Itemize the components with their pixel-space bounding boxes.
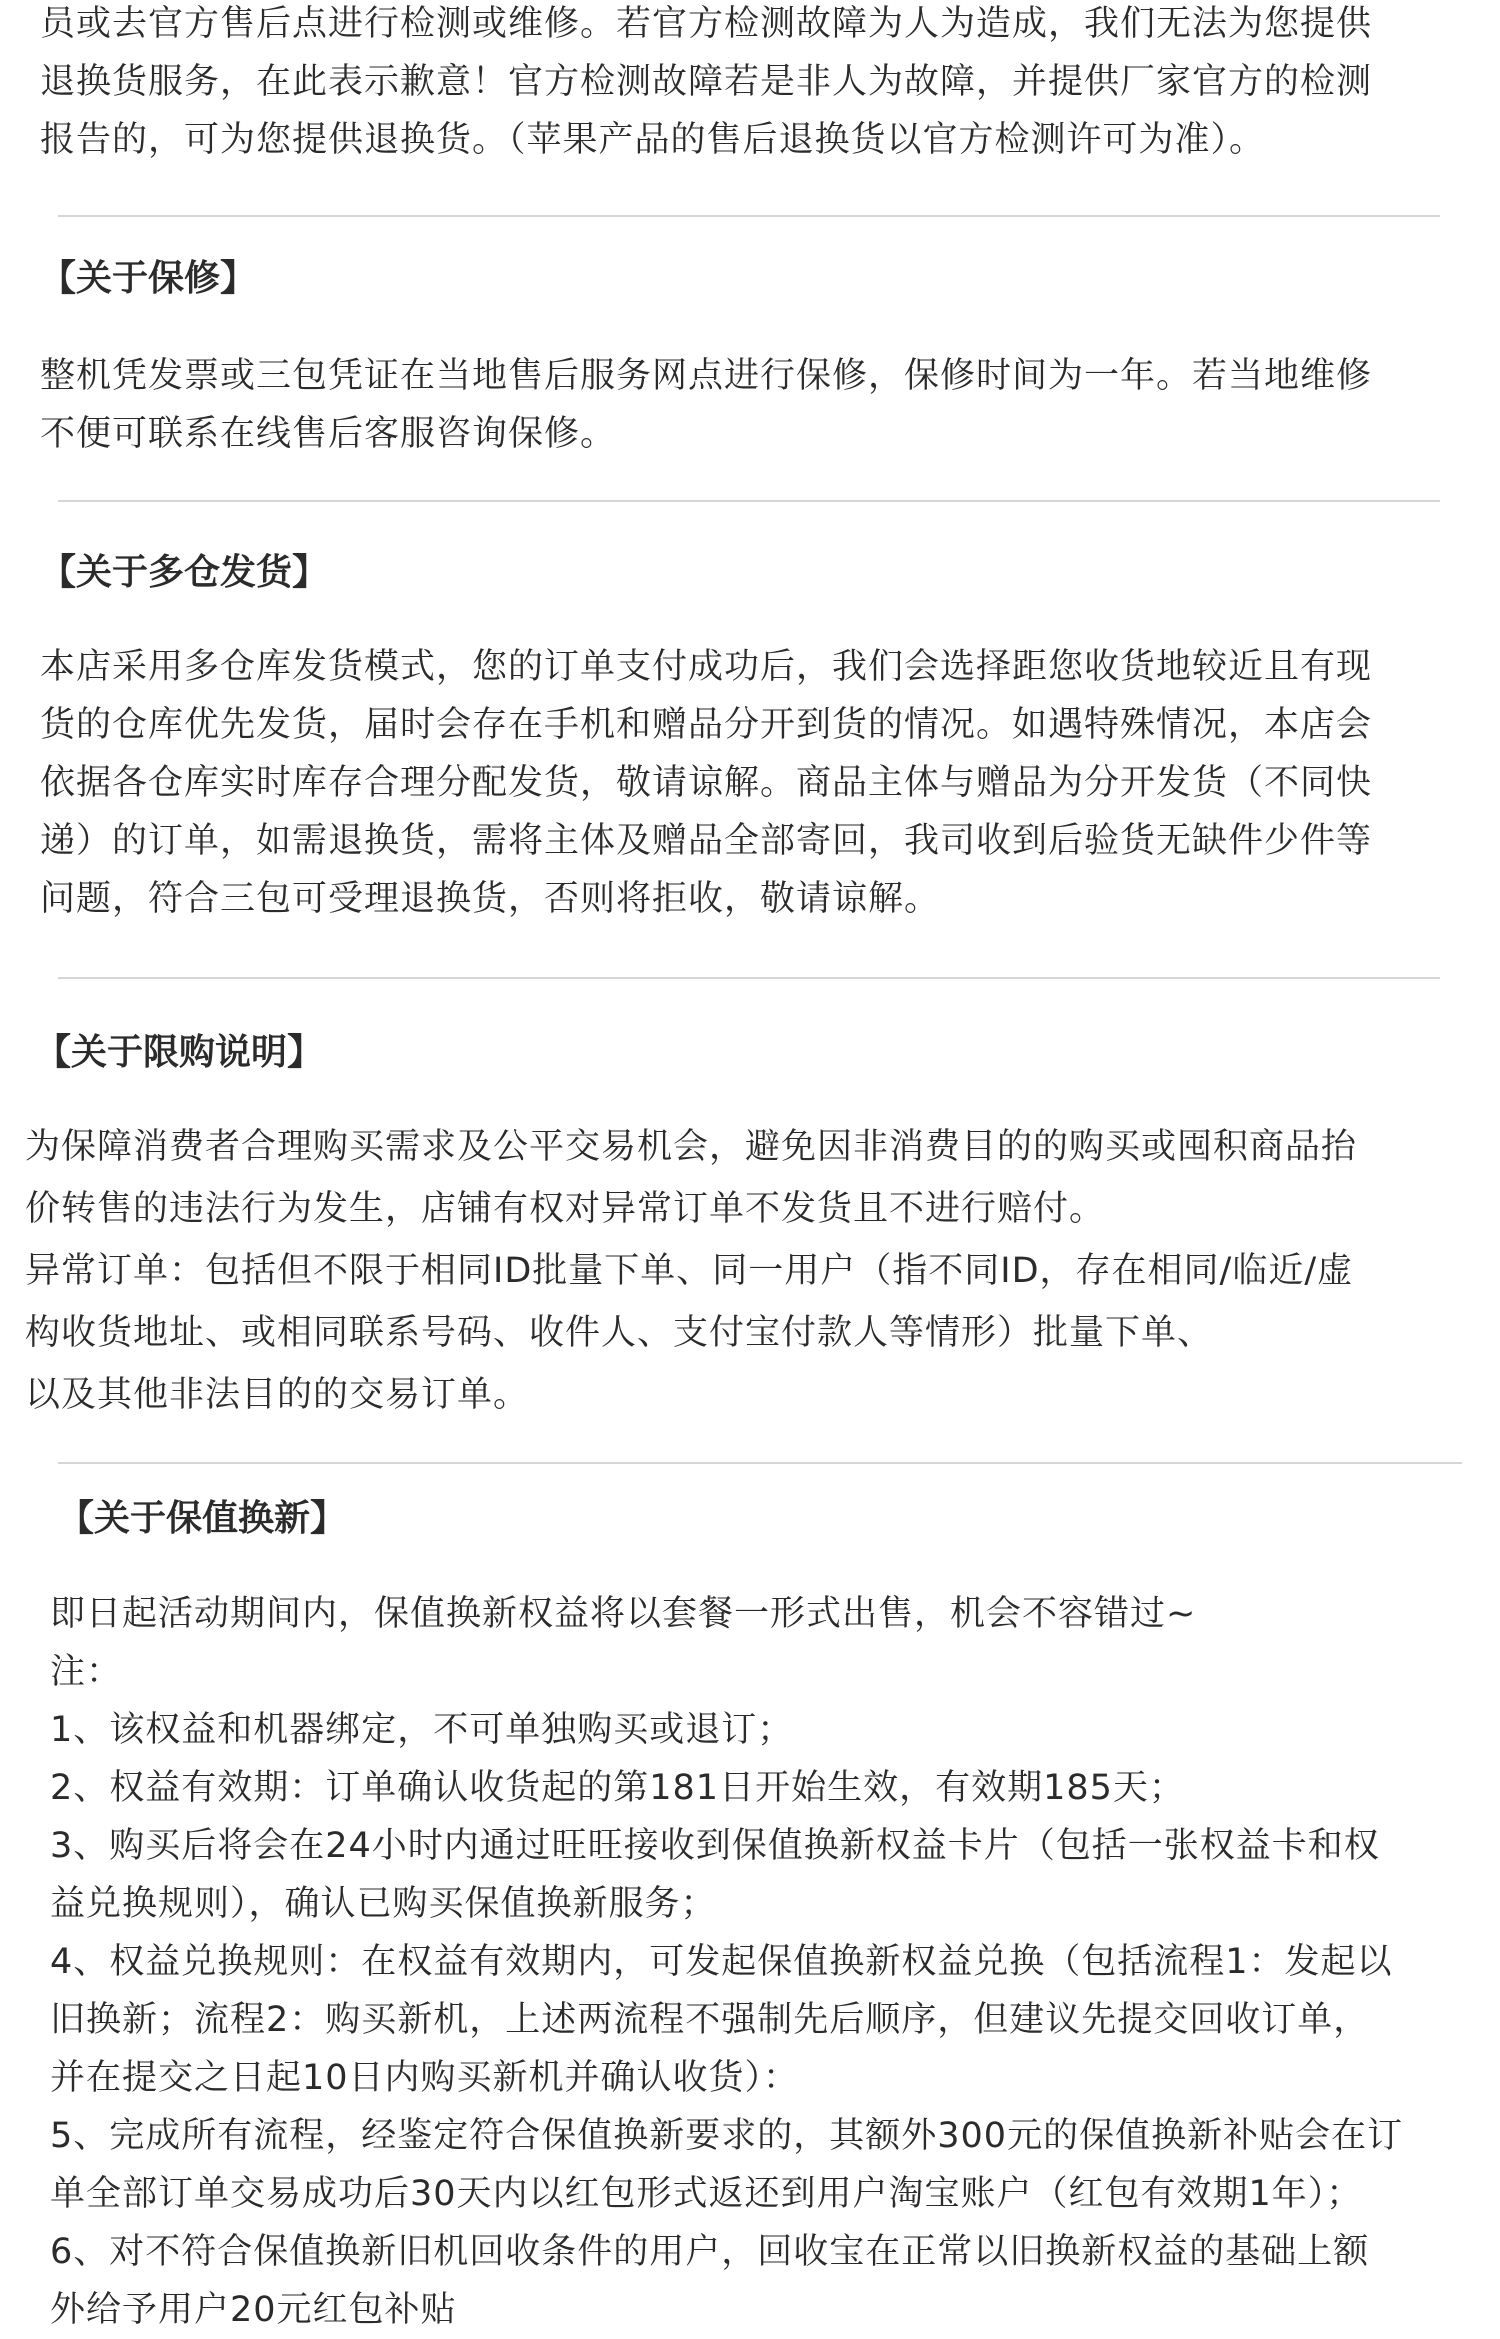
section-body <box>40 638 1372 928</box>
body-line: 单全部订单交易成功后30天内以红包形式返还到用户淘宝账户（红包有效期1年）； <box>50 2174 1363 2214</box>
section-trade-in <box>58 1494 346 1544</box>
body-line: 异常订单：包括但不限于相同ID批量下单、同一用户（指不同ID，存在相同/临近/虚 <box>25 1251 1354 1291</box>
body-line: 6、对不符合保值换新旧机回收条件的用户，回收宝在正常以旧换新权益的基础上额 <box>50 2232 1370 2272</box>
body-line: 退换货服务，在此表示歉意！官方检测故障若是非人为故障，并提供厂家官方的检测 <box>40 62 1373 102</box>
section-title: 【关于限购说明】 <box>35 1032 324 1073</box>
body-line: 整机凭发票或三包凭证在当地售后服务网点进行保修，保修时间为一年。若当地维修 <box>40 356 1373 396</box>
section-purchase-limit <box>35 1028 323 1078</box>
section-multi-warehouse-body <box>40 638 1372 928</box>
section-trade-in-body <box>50 1585 1403 2339</box>
body-line: 报告的，可为您提供退换货。（苹果产品的售后退换货以官方检测许可为准）。 <box>40 120 1266 160</box>
section-divider <box>58 215 1440 217</box>
body-line: 1、该权益和机器绑定，不可单独购买或退订； <box>50 1710 794 1750</box>
section-body <box>40 0 1372 169</box>
body-line: 价转售的违法行为发生，店铺有权对异常订单不发货且不进行赔付。 <box>25 1189 1106 1229</box>
body-line: 本店采用多仓库发货模式，您的订单支付成功后，我们会选择距您收货地较近且有现 <box>40 647 1373 687</box>
section-divider <box>58 1462 1462 1464</box>
section-warranty-body <box>40 347 1372 463</box>
section-title: 【关于多仓发货】 <box>40 552 329 593</box>
body-line: 即日起活动期间内，保值换新权益将以套餐一形式出售，机会不容错过~ <box>50 1594 1197 1634</box>
section-divider <box>58 977 1440 979</box>
body-line: 为保障消费者合理购买需求及公平交易机会，避免因非消费目的的购买或囤积商品抬 <box>25 1127 1358 1167</box>
body-line: 5、完成所有流程，经鉴定符合保值换新要求的，其额外300元的保值换新补贴会在订 <box>50 2116 1404 2156</box>
body-line: 员或去官方售后点进行检测或维修。若官方检测故障为人为造成，我们无法为您提供 <box>40 4 1373 44</box>
body-line: 依据各仓库实时库存合理分配发货，敬请谅解。商品主体与赠品为分开发货（不同快 <box>40 763 1373 803</box>
section-body <box>40 347 1372 463</box>
section-body <box>50 1585 1403 2339</box>
body-line: 不便可联系在线售后客服咨询保修。 <box>40 414 617 454</box>
body-line: 旧换新；流程2：购买新机，上述两流程不强制先后顺序，但建议先提交回收订单， <box>50 2000 1370 2040</box>
body-line: 3、购买后将会在24小时内通过旺旺接收到保值换新权益卡片（包括一张权益卡和权 <box>50 1826 1380 1866</box>
body-line: 益兑换规则），确认已购买保值换新服务； <box>50 1884 717 1924</box>
body-line: 2、权益有效期：订单确认收货起的第181日开始生效，有效期185天； <box>50 1768 1185 1808</box>
body-line: 注： <box>50 1652 123 1692</box>
body-line: 构收货地址、或相同联系号码、收件人、支付宝付款人等情形）批量下单、 <box>25 1313 1214 1353</box>
body-line: 外给予用户20元红包补贴 <box>50 2290 457 2330</box>
section-warranty <box>40 254 256 304</box>
body-line: 递）的订单，如需退换货，需将主体及赠品全部寄回，我司收到后验货无缺件少件等 <box>40 821 1373 861</box>
body-line: 问题，符合三包可受理退换货，否则将拒收，敬请谅解。 <box>40 879 941 919</box>
section-purchase-limit-body <box>25 1116 1357 1426</box>
section-body <box>25 1116 1357 1426</box>
section-divider <box>58 500 1440 502</box>
body-line: 4、权益兑换规则：在权益有效期内，可发起保值换新权益兑换（包括流程1：发起以 <box>50 1942 1393 1982</box>
body-line: 以及其他非法目的的交易订单。 <box>25 1375 530 1415</box>
section-multi-warehouse <box>40 548 328 598</box>
body-line: 并在提交之日起10日内购买新机并确认收货）： <box>50 2058 800 2098</box>
section-title: 【关于保值换新】 <box>58 1498 347 1539</box>
section-after-sales <box>40 0 1372 169</box>
section-title: 【关于保修】 <box>40 258 257 299</box>
body-line: 货的仓库优先发货，届时会存在手机和赠品分开到货的情况。如遇特殊情况，本店会 <box>40 705 1373 745</box>
